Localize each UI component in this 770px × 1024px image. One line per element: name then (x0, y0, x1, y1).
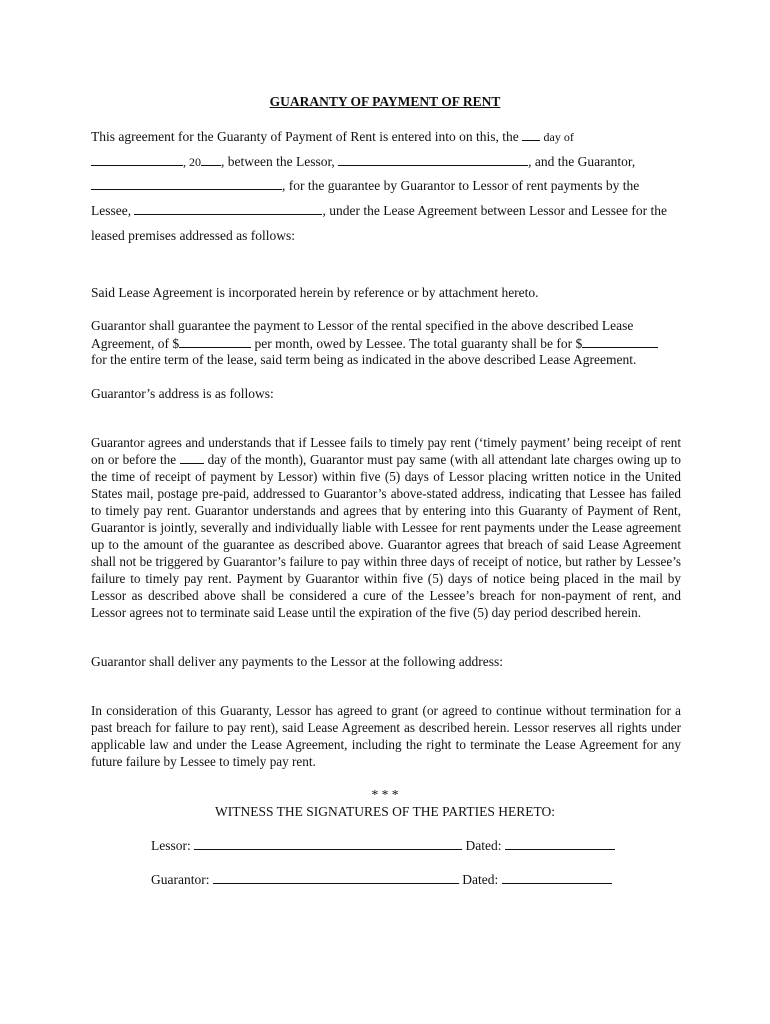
guarantor-signature-field[interactable] (213, 871, 459, 884)
guarantee-line-3: for the entire term of the lease, said term being as indicated in the above described Lease Agreement. (91, 352, 637, 367)
deliver-paragraph: Guarantor shall deliver any payments to the Lessor at the following address: (91, 654, 504, 669)
lessor-dated-label: Dated: (465, 838, 502, 853)
guarantor-date-field[interactable] (502, 871, 612, 884)
address-label: Guarantor’s address is as follows: (91, 386, 274, 401)
guarantee-text-2a: Agreement, of $ (91, 336, 180, 351)
monthly-amount-field[interactable] (179, 335, 251, 348)
intro-text-1b: day of (543, 130, 574, 144)
intro-text-2c: , and the Guarantor, (528, 154, 636, 169)
guarantor-name-field[interactable] (91, 177, 282, 190)
intro-text-4a: Lessee, (91, 203, 132, 218)
guarantor-signature-row (151, 871, 612, 888)
intro-line-3 (91, 177, 639, 194)
intro-text-2a: , 20 (183, 155, 201, 169)
lessor-signature-field[interactable] (194, 837, 462, 850)
guarantor-label: Guarantor: (151, 872, 210, 887)
document-title: GUARANTY OF PAYMENT OF RENT (269, 94, 501, 109)
agrees-text-b: day of the month), Guarantor must pay same (with all attendant late charges owing up to the time of receipt of payment by Lessor) within five (5) days of Lessor placing written notice in the United States mail, postage pre-paid, addressed to Guarantor’s above-stated address, indicating that Lessee has failed to timely pay rent. Guarantor understands and agrees that by entering into this Guaranty of Payment of Rent, Guarantor is jointly, severally and individually liable with Lessee for rent payments under the Lease agreement up to the amount of the guarantee as described above. Guarantor agrees that breach of said Lease Agreement shall not be triggered by Guarantor’s failure to pay within three days of receipt of notice, but rather by Lessee’s failure to timely pay rent. Payment by Guarantor within five (5) days of notice being placed in the mail by Lessor as described above shall be considered a cure of the Lessee’s breach for non-payment of rent, and Lessor agrees not to terminate said Lease until the expiration of the five (5) day period described herein. (91, 452, 682, 620)
lessor-label: Lessor: (151, 838, 191, 853)
intro-line-2 (91, 153, 635, 170)
intro-text-3a: , for the guarantee by Guarantor to Lessor of rent payments by the (282, 178, 640, 193)
total-guaranty-field[interactable] (582, 335, 658, 348)
agrees-text-a: Guarantor agrees and understands that if Lessee fails to timely pay rent (‘timely payment’ being receipt of rent on or before the (91, 435, 681, 467)
guarantor-dated-label: Dated: (462, 872, 499, 887)
witness-heading: WITNESS THE SIGNATURES OF THE PARTIES HERETO: (215, 804, 555, 819)
guarantee-line-1: Guarantor shall guarantee the payment to Lessor of the rental specified in the above described Lease (91, 318, 634, 333)
intro-line-5: leased premises addressed as follows: (91, 228, 295, 243)
intro-text-1a: This agreement for the Guaranty of Payment of Rent is entered into on this, the (91, 129, 519, 144)
lessee-name-field[interactable] (134, 202, 322, 215)
guarantee-line-2 (91, 335, 658, 352)
separator-stars: * * * (371, 787, 399, 802)
lessor-signature-row (151, 837, 615, 854)
day-field[interactable] (522, 128, 540, 141)
lessor-date-field[interactable] (505, 837, 615, 850)
consideration-paragraph: In consideration of this Guaranty, Lessor has agreed to grant (or agreed to continue without termination for a past breach for failure to pay rent), said Lease Agreement as described herein. Lessor reserves all rights under applicable law and under the Lease Agreement, including the right to terminate the Lease Agreement for any future failure by Lessee to timely pay rent. (91, 703, 681, 769)
year-field[interactable] (201, 153, 221, 166)
intro-line-4 (91, 202, 667, 219)
lessor-name-field[interactable] (338, 153, 528, 166)
month-field[interactable] (91, 153, 183, 166)
intro-text-2b: , between the Lessor, (221, 154, 335, 169)
intro-line-1 (91, 128, 574, 145)
incorporated-paragraph: Said Lease Agreement is incorporated herein by reference or by attachment hereto. (91, 285, 539, 300)
guarantee-text-2b: per month, owed by Lessee. The total guaranty shall be for $ (254, 336, 583, 351)
intro-text-4b: , under the Lease Agreement between Lessor and Lessee for the (322, 203, 667, 218)
agrees-paragraph (91, 434, 681, 621)
due-day-field[interactable] (180, 452, 204, 464)
